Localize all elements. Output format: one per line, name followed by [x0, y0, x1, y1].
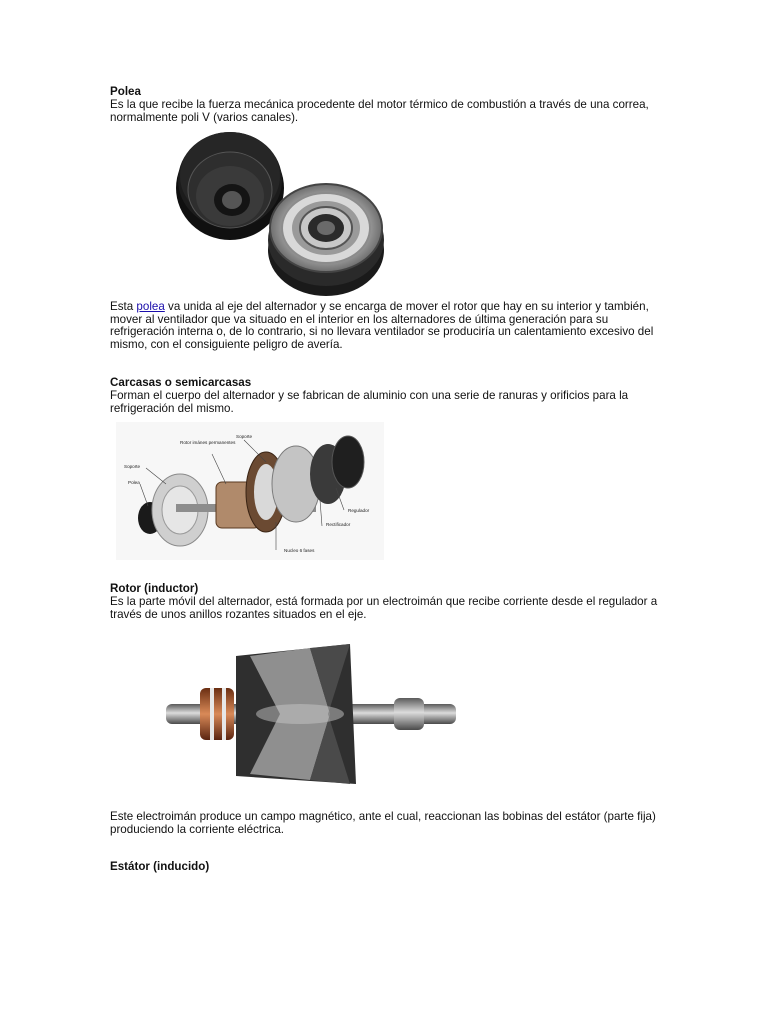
- polea-body: [110, 301, 666, 351]
- slip-rings: [200, 688, 234, 740]
- label-soporte-left: Soporte: [124, 464, 141, 469]
- pulley-front: [268, 184, 384, 296]
- heading-estator: Estátor (inducido): [110, 860, 210, 873]
- alternator-exploded-diagram: [116, 422, 384, 560]
- rotor-intro: Es la parte móvil del alternador, está formada por un electroimán que recibe corriente desde el regulador a través de unos anillos rozantes situados en el eje.: [110, 595, 658, 621]
- polea-body-start: Esta: [110, 300, 137, 313]
- label-rotor: Rotor imánes permanentes: [180, 440, 236, 445]
- pulley-image: [170, 128, 442, 298]
- label-regulador: Regulador: [348, 508, 370, 513]
- label-polea: Polea: [128, 480, 140, 485]
- heading-rotor: Rotor (inductor): [110, 582, 199, 595]
- rotor-body: Este electroimán produce un campo magnético, ante el cual, reaccionan las bobinas del estátor (parte fija) produciendo la corriente eléctrica.: [110, 810, 656, 836]
- label-nucleo: Nucleo 6 fases: [284, 548, 315, 553]
- label-soporte-top: Soporte: [236, 434, 253, 439]
- pulley-back: [176, 132, 284, 240]
- label-rectificador: Rectificador: [326, 522, 351, 527]
- rotor-image: [160, 626, 466, 804]
- heading-polea: Polea: [110, 85, 141, 98]
- carcasas-intro: Forman el cuerpo del alternador y se fabrican de aluminio con una serie de ranuras y orificios para la refrigeración del mismo.: [110, 389, 629, 415]
- heading-carcasas: Carcasas o semicarcasas: [110, 376, 252, 389]
- polea-intro: Es la que recibe la fuerza mecánica procedente del motor térmico de combustión a través de una correa, normalmente poli V (varios canales).: [110, 98, 649, 124]
- polea-link[interactable]: polea: [136, 300, 165, 313]
- polea-body-end: va unida al eje del alternador y se encarga de mover el rotor que hay en su interior y también, mover al ventilador que va situado en el interior en los alternadores de última generación para su refrigeración interna o, de lo contrario, si no llevara ventilador se produciría un calentamiento excesivo del mismo, con el consiguiente peligro de avería.: [110, 300, 654, 351]
- diagram-regulator: [332, 436, 364, 488]
